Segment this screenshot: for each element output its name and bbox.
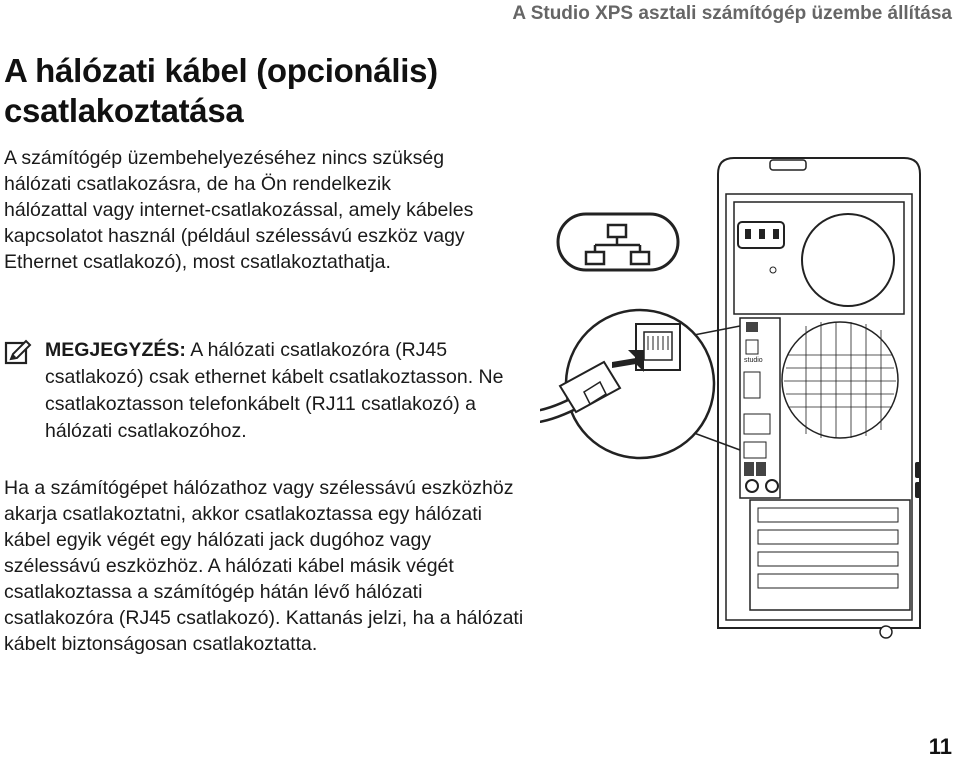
note-body: A hálózati csatlakozóra (RJ45 csatlakozó) csak ethernet kábelt csatlakoztasson. Ne csatlakoztasson telefonkábelt (RJ11 csatlakozó) a hálózati csatlakozóhoz. <box>45 339 504 442</box>
network-cable-illustration <box>540 150 950 640</box>
rj45-callout <box>540 310 740 458</box>
section-title: A hálózati kábel (opcionális) csatlakoztatása <box>4 52 438 129</box>
intro-paragraph: A számítógép üzembehelyezéséhez nincs szükség hálózati csatlakozásra, de ha Ön rendelkezik hálózattal vagy internet-csatlakozással, amely kábeles kapcsolatot használ (például szélessávú eszköz vagy Ethernet csatlakozó), most csatlakoztathatja. <box>4 147 474 273</box>
note-pencil-icon <box>4 339 32 365</box>
body-paragraph: Ha a számítógépet hálózathoz vagy szélessávú eszközhöz akarja csatlakoztatni, akkor csatlakoztassa egy hálózati kábel egyik végét egy hálózati jack dugóhoz vagy szélessávú eszközhöz. A hálózati kábel másik végét csatlakoztassa a számítógép hátán lévő hálózati csatlakozóra (RJ45 csatlakozó). Kattanás jelzi, ha a hálózati kábelt biztonságosan csatlakoztatta. <box>4 477 524 655</box>
running-header: A Studio XPS asztali számítógép üzembe állítása <box>512 3 952 24</box>
chassis-brand-label: studio <box>744 357 763 364</box>
note-text <box>45 337 515 445</box>
computer-chassis <box>718 158 921 638</box>
page-number: 11 <box>928 734 952 759</box>
network-icon <box>558 214 678 270</box>
note-label: MEGJEGYZÉS: <box>45 339 186 361</box>
